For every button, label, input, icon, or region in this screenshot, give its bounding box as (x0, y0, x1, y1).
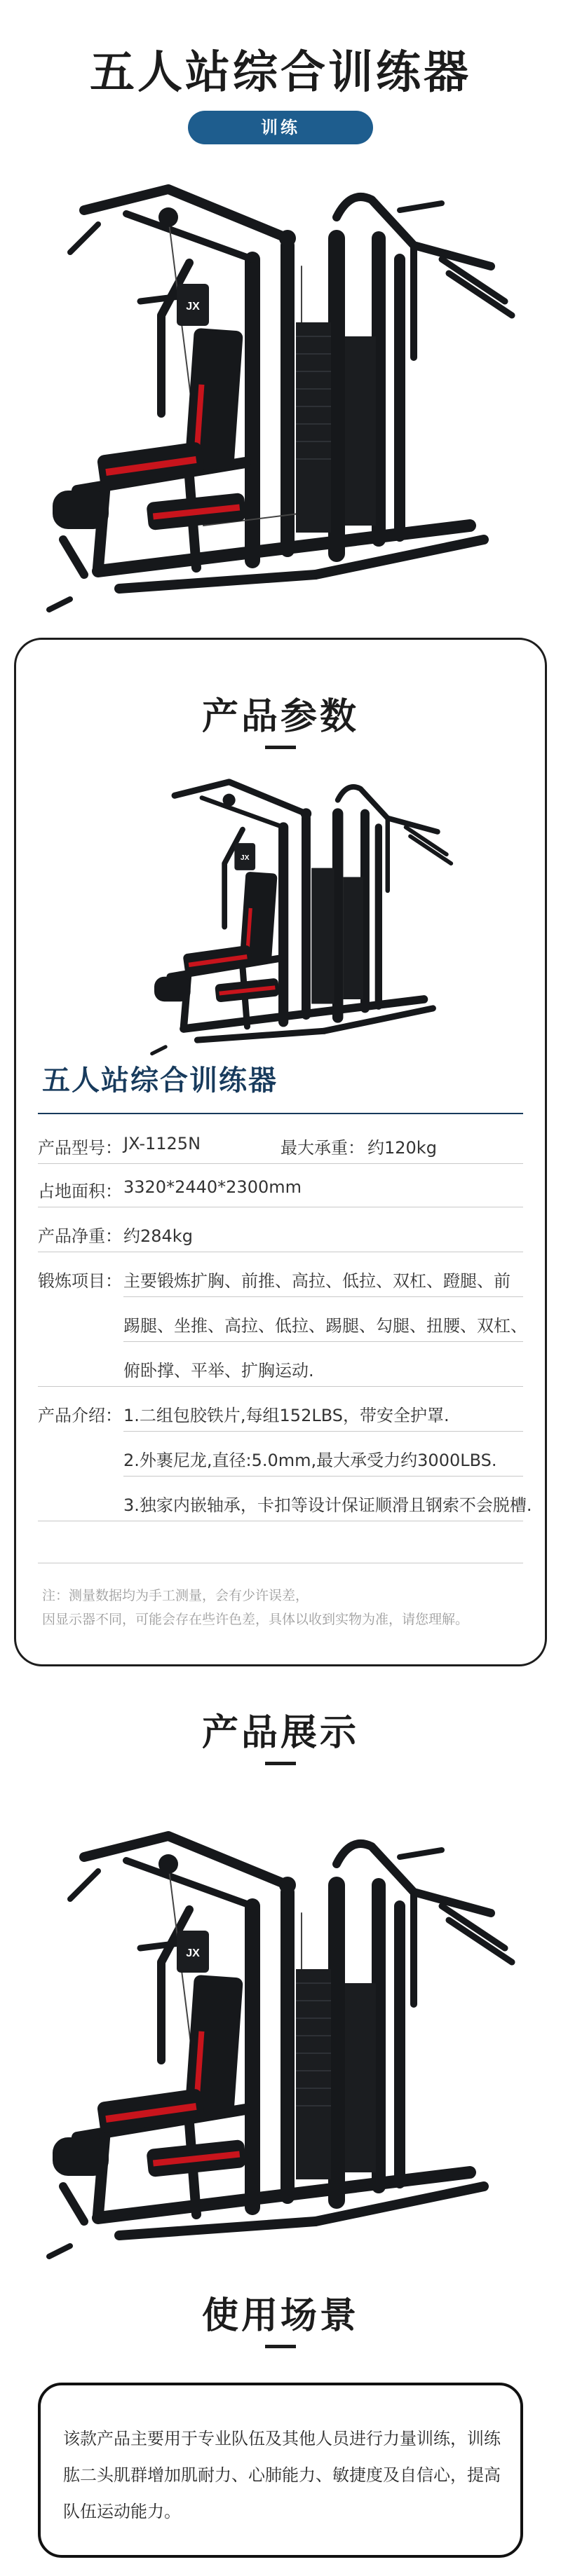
gym-machine-illustration (21, 161, 540, 617)
disclaimer-line-1: 注：测量数据均为手工测量，会有少许误差， (42, 1588, 309, 1603)
section-title-params: 产品参数 (201, 696, 359, 738)
intro-line-3: 3.独家内嵌轴承，卡扣等设计保证顺滑且钢索不会脱槽. (123, 1495, 532, 1515)
exercise-line-1: 主要锻炼扩胸、前推、高拉、低拉、双杠、蹬腿、前 (123, 1271, 511, 1291)
exercise-label: 锻炼项目： (38, 1271, 122, 1291)
intro-label: 产品介绍： (38, 1406, 122, 1425)
intro-line-2: 2.外裹尼龙,直径:5.0mm,最大承受力约3000LBS. (123, 1451, 497, 1470)
machine-image-params (105, 764, 498, 1058)
product-name-rule (38, 1113, 523, 1114)
machine-image-display (21, 1808, 540, 2263)
exercise-line-3: 俯卧撑、平举、扩胸运动. (123, 1361, 314, 1381)
section-underline (265, 2345, 296, 2348)
row-divider (123, 1431, 523, 1432)
area-label: 占地面积： (38, 1181, 122, 1201)
section-title-usage: 使用场景 (201, 2295, 359, 2337)
model-value: JX-1125N (123, 1134, 201, 1153)
section-title-display: 产品展示 (201, 1712, 359, 1754)
area-value: 3320*2440*2300mm (123, 1177, 302, 1197)
net-weight-label: 产品净重： (38, 1226, 122, 1246)
usage-box (38, 2383, 523, 2558)
page-title: 五人站综合训练器 (90, 47, 471, 99)
row-divider (123, 1341, 523, 1342)
usage-text: 该款产品主要用于专业队伍及其他人员进行力量训练，训练肱二头肌群增加肌耐力、心肺能力、敏捷度及自信心，提高队伍运动能力。 (63, 2429, 501, 2521)
intro-line-1: 1.二组包胶铁片,每组152LBS，带安全护罩. (123, 1406, 450, 1425)
max-load-label: 最大承重： (280, 1138, 365, 1158)
category-tag: 训练 (188, 111, 373, 144)
row-divider (38, 1163, 523, 1164)
gym-machine-illustration (105, 764, 498, 1058)
brand-badge: JX (186, 301, 200, 313)
product-name: 五人站综合训练器 (42, 1064, 278, 1097)
brand-badge: JX (186, 1947, 200, 1959)
model-label: 产品型号： (38, 1138, 122, 1158)
gym-machine-illustration (21, 1808, 540, 2263)
max-load-value: 约120kg (367, 1138, 437, 1158)
row-divider (123, 1476, 523, 1477)
section-underline (265, 746, 296, 749)
machine-image-hero (21, 161, 540, 617)
disclaimer-line-2: 因显示器不同，可能会存在些许色差，具体以收到实物为准，请您理解。 (42, 1612, 469, 1627)
brand-badge: JX (240, 854, 250, 862)
row-divider (38, 1386, 523, 1387)
net-weight-value: 约284kg (123, 1226, 193, 1246)
row-divider (123, 1296, 523, 1297)
exercise-line-2: 踢腿、坐推、高拉、低拉、踢腿、勾腿、扭腰、双杠、 (123, 1316, 527, 1336)
section-underline (265, 1762, 296, 1765)
